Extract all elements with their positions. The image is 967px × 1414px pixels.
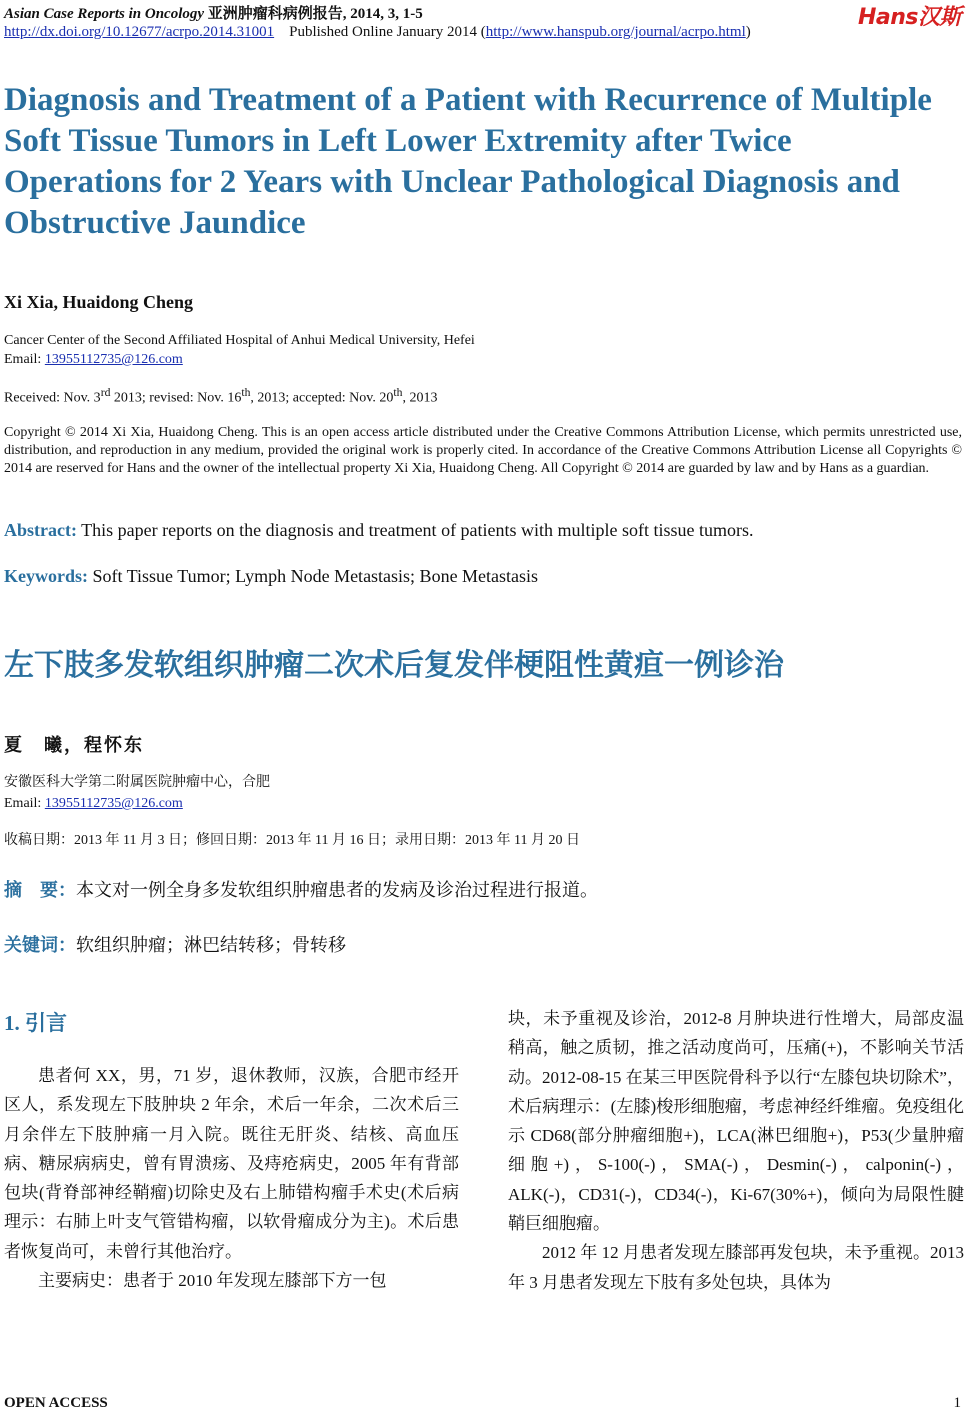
journal-url-link[interactable]: http://www.hanspub.org/journal/acrpo.html (485, 24, 746, 40)
section-heading-introduction: 1. 引言 (4, 1011, 67, 1035)
published-close: ) (745, 24, 751, 40)
keywords-en (4, 566, 538, 587)
authors-en: Xi Xia, Huaidong Cheng (4, 292, 194, 312)
received-dates-en: Received: Nov. 3rd 2013; revised: Nov. 16th, 2013; accepted: Nov. 20th, 2013 (4, 386, 438, 406)
abstract-label-cn: 摘 要： (4, 880, 76, 901)
affiliation-block-cn (4, 772, 270, 814)
affiliation-en: Cancer Center of the Second Affiliated Hospital of Anhui Medical University, Hefei (4, 333, 475, 348)
paper-title-cn: 左下肢多发软组织肿瘤二次术后复发伴梗阻性黄疸一例诊治 (4, 648, 784, 683)
abstract-text: This paper reports on the diagnosis and treatment of patients with multiple soft tissue tumors. (76, 520, 754, 540)
email-line-cn: Email: 13955112735@126.com (4, 796, 183, 811)
email-link-en[interactable]: 13955112735@126.com (44, 352, 183, 367)
abstract-en (4, 520, 754, 541)
abstract-text-cn: 本文对一例全身多发软组织肿瘤患者的发病及诊治过程进行报道。 (76, 880, 598, 900)
email-label: Email: (4, 352, 45, 367)
affiliation-block-en (4, 331, 475, 369)
paper-title-en: Diagnosis and Treatment of a Patient with Recurrence of Multiple Soft Tissue Tumors in Left Lower Extremity after Twice Operations for 2 Years with Unclear Pathological Diagnosis and Obstructive Jaundice (4, 82, 932, 241)
running-header-citation (4, 2, 423, 23)
body-column-right (508, 1004, 964, 1297)
body-paragraph: 块，未予重视及诊治，2012-8 月肿块进行性增大，局部皮温稍高，触之质韧，推之活动度尚可，压痛(+)，不影响关节活动。2012-08-15 在某三甲医院骨科予以行“左膝包块切除术”，术后病理示：(左膝)梭形细胞瘤，考虑神经纤维瘤。免疫组化示 CD68(部分肿瘤细胞+)，LCA(淋巴细胞+)，P53(少量肿瘤细胞+)，S-100(-)，SMA(-)，Desmin(-)，calponin(-)，ALK(-)，CD31(-)，CD34(-)，Ki-67(30%+)，倾向为局限性腱鞘巨细胞瘤。 (508, 1009, 964, 1234)
body-paragraph: 患者何 XX，男，71 岁，退休教师，汉族，合肥市经开区人，系发现左下肢肿块 2 年余，术后一年余，二次术后三月余伴左下肢肿痛一月入院。既往无肝炎、结核、高血压病、糖尿病病史，曾有胃溃疡、及痔疮病史，2005 年有背部包块(背脊部神经鞘瘤)切除史及右上肺错构瘤手术史(术后病理示：右肺上叶支气管错构瘤，以软骨瘤成分为主)。术后患者恢复尚可，未曾行其他治疗。 (4, 1066, 459, 1261)
abstract-cn (4, 876, 598, 902)
abstract-label: Abstract: (4, 520, 77, 540)
copyright-notice: Copyright © 2014 Xi Xia, Huaidong Cheng. This is an open access article distributed under the Creative Commons Attribution License, which permits unrestricted use, distribution, and reproduction in any medium, provided the original work is properly cited. In accordance of the Creative Commons Attribution License all Copyrights © 2014 are reserved for Hans and the owner of the intellectual property Xi Xia, Huaidong Cheng. All Copyright © 2014 are guarded by law and by Hans as a guardian. (4, 425, 962, 476)
authors-cn: 夏 曦，程怀东 (4, 735, 144, 755)
body-paragraph: 主要病史：患者于 2010 年发现左膝部下方一包 (38, 1271, 387, 1291)
email-link-cn[interactable]: 13955112735@126.com (44, 796, 183, 811)
journal-name: Asian Case Reports in Oncology (4, 6, 205, 22)
doi-link[interactable]: http://dx.doi.org/10.12677/acrpo.2014.31001 (4, 24, 275, 40)
affiliation-cn: 安徽医科大学第二附属医院肿瘤中心，合肥 (4, 775, 270, 790)
keywords-text-cn: 软组织肿瘤；淋巴结转移；骨转移 (76, 935, 346, 955)
body-paragraph: 2012 年 12 月患者发现左膝部再发包块，未予重视。2013 年 3 月患者发现左下肢有多处包块，具体为 (508, 1243, 964, 1292)
keywords-label-cn: 关键词： (4, 935, 76, 956)
body-column-left (4, 1061, 459, 1295)
running-header-links (4, 24, 751, 41)
keywords-label: Keywords: (4, 566, 88, 586)
keywords-cn (4, 931, 346, 957)
received-dates-cn: 收稿日期：2013 年 11 月 3 日；修回日期：2013 年 11 月 16 日；录用日期：2013 年 11 月 20 日 (4, 833, 580, 848)
hans-logo: Hans汉斯 (857, 5, 961, 30)
keywords-text: Soft Tissue Tumor; Lymph Node Metastasis; Bone Metastasis (88, 566, 539, 586)
journal-citation-cn: 亚洲肿瘤科病例报告, 2014, 3, 1-5 (207, 6, 423, 22)
open-access-label: OPEN ACCESS (4, 1395, 108, 1411)
email-line-en (4, 350, 475, 369)
page-number: 1 (953, 1395, 961, 1411)
published-online: Published Online January 2014 ( (289, 24, 486, 40)
